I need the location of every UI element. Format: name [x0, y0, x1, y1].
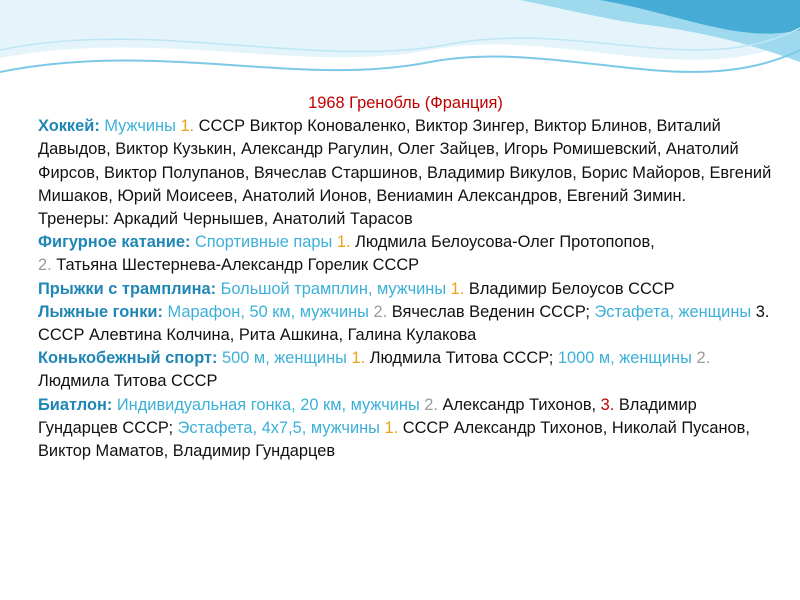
speed-event-2: 1000 м, женщины [557, 349, 697, 368]
biathlon-event-1: Индивидуальная гонка, 20 км, мужчины [116, 395, 425, 414]
slide-content [38, 92, 773, 463]
figure-sport: Фигурное катание: [38, 233, 195, 252]
biathlon-place-1: 2. [424, 395, 443, 414]
speed-place-1: 1. [351, 349, 370, 368]
speed-athletes-1: Людмила Титова СССР; [369, 349, 558, 368]
hockey-coaches: Тренеры: Аркадий Чернышев, Анатолий Тарасов [38, 210, 413, 229]
hockey-place: 1. [180, 117, 199, 136]
figure-event: Спортивные пары [194, 233, 337, 252]
skiing-athletes-1: Вячеслав Веденин СССР; [391, 302, 595, 321]
hockey-paragraph [38, 115, 773, 231]
biathlon-sport: Биатлон: [38, 395, 117, 414]
skiing-athletes-2: СССР Алевтина Колчина, Рита Ашкина, Галина Кулакова [38, 326, 477, 345]
biathlon-athletes-2: Владимир Гундарцев СССР; [38, 395, 697, 437]
skiing-event-1: Марафон, 50 км, мужчины [167, 302, 374, 321]
speed-event-1: 500 м, женщины [222, 349, 352, 368]
jumping-paragraph [38, 278, 773, 301]
figure-athletes-2: Татьяна Шестернева-Александр Горелик СССР [56, 256, 420, 275]
biathlon-athletes-1: Александр Тихонов, [442, 395, 601, 414]
skiing-sport: Лыжные гонки: [38, 302, 168, 321]
speed-place-2: 2. [696, 349, 711, 368]
speed-athletes-2: Людмила Титова СССР [38, 372, 218, 391]
slide-title: 1968 Гренобль (Франция) [308, 94, 503, 112]
jumping-athletes: Владимир Белоусов СССР [468, 279, 675, 298]
skiing-paragraph [38, 301, 773, 347]
hockey-event: Мужчины [104, 117, 181, 136]
hockey-sport: Хоккей: [38, 117, 105, 136]
figure-place-1: 1. [336, 233, 356, 252]
figure-paragraph [38, 231, 773, 277]
speed-paragraph [38, 347, 773, 393]
hockey-athletes: СССР Виктор Коноваленко, Виктор Зингер, Виктор Блинов, Виталий Давыдов, Виктор Кузькин, Александр Рагулин, Олег Зайцев, Игорь Ромишевский, Анатолий Фирсов, Виктор Полупанов, Вячеслав Старшинов, Владимир Викулов, Борис Майоров, Евгений Мишаков, Юрий Моисеев, Анатолий Ионов, Вениамин Александров, Евгений Зимин. [38, 117, 772, 205]
figure-athletes-1: Людмила Белоусова-Олег Протопопов, [355, 233, 655, 252]
skiing-place-1: 2. [373, 302, 392, 321]
jumping-place: 1. [450, 279, 469, 298]
biathlon-event-3: Эстафета, 4х7,5, мужчины [177, 418, 385, 437]
skiing-place-2: 3. [755, 302, 770, 321]
jumping-event: Большой трамплин, мужчины [220, 279, 451, 298]
speed-sport: Конькобежный спорт: [38, 349, 223, 368]
biathlon-paragraph [38, 394, 773, 464]
figure-place-2: 2. [38, 256, 57, 275]
biathlon-place-2: 3. [600, 395, 619, 414]
biathlon-athletes-3: СССР Александр Тихонов, Николай Пусанов, Виктор Маматов, Владимир Гундарцев [38, 418, 750, 461]
skiing-event-2: Эстафета, женщины [594, 302, 756, 321]
jumping-sport: Прыжки с трамплина: [38, 279, 221, 298]
biathlon-place-3: 1. [384, 418, 403, 437]
